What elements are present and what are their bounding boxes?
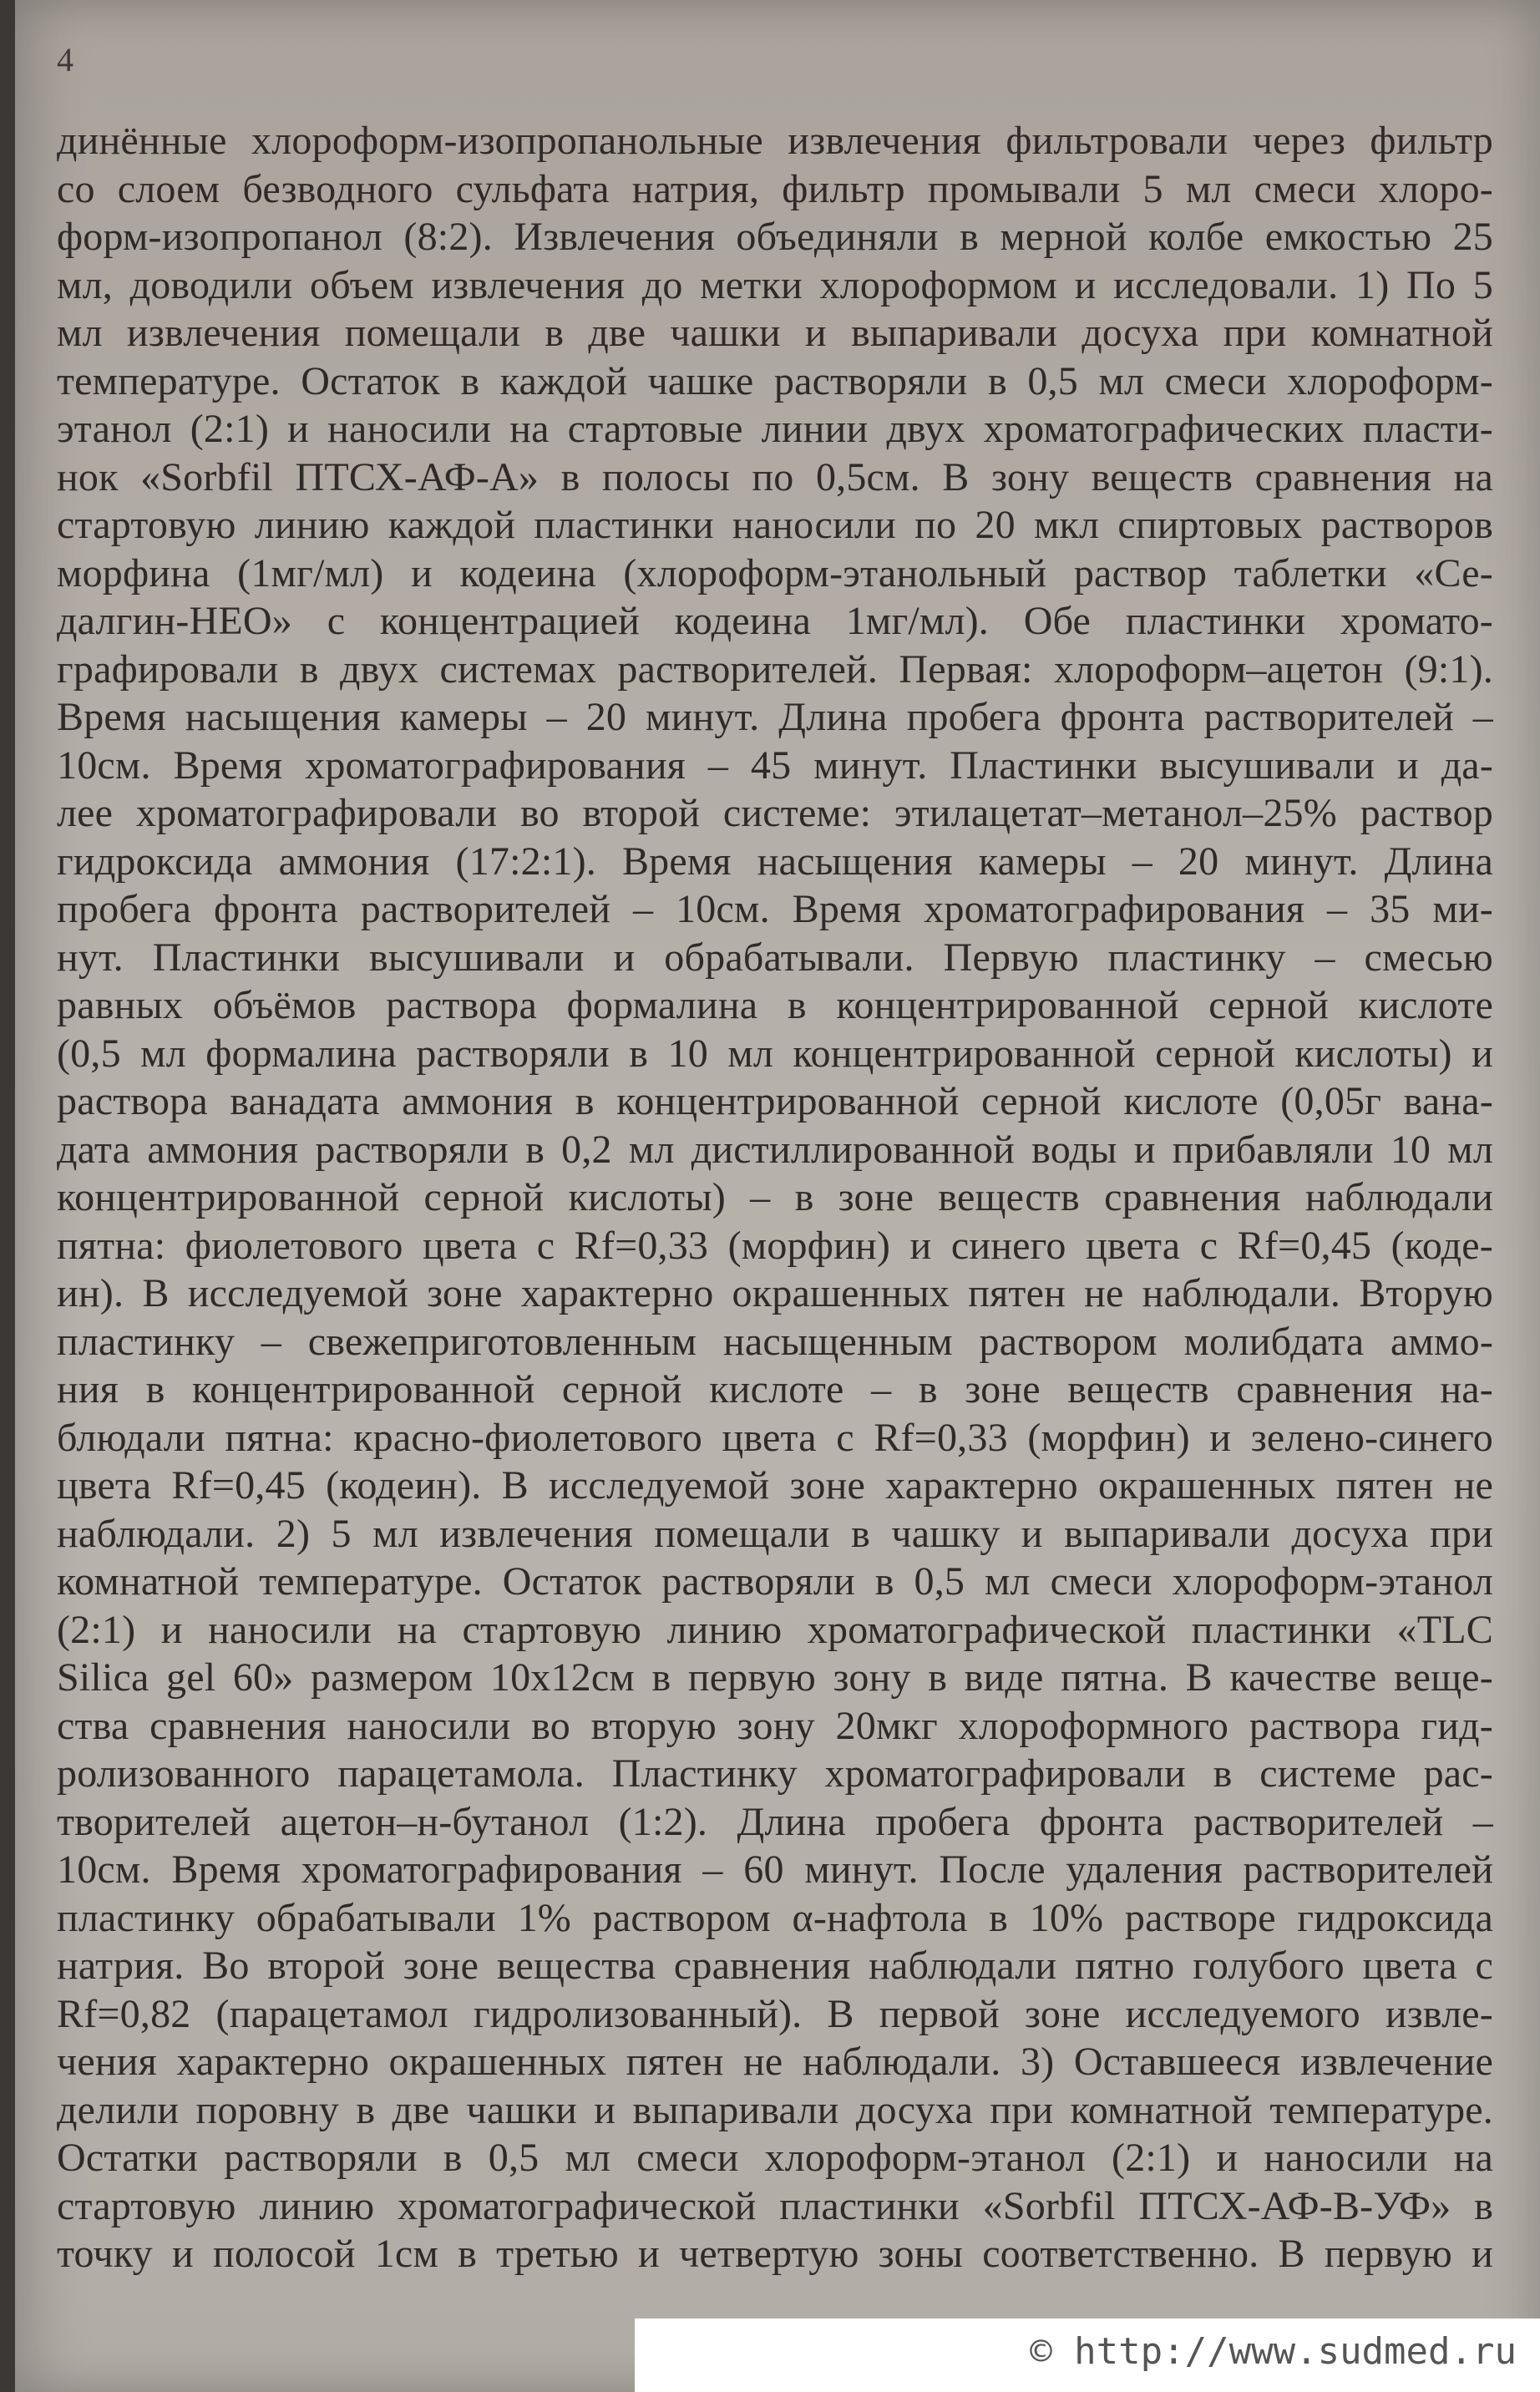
text-line: пластинку обрабатывали 1% раствором α-нафтола в 10% растворе гидроксида xyxy=(57,1895,1493,1940)
text-line: графировали в двух системах растворителей. Первая: хлороформ–ацетон (9:1). xyxy=(57,646,1493,692)
text-line: мл извлечения помещали в две чашки и выпаривали досуха при комнатной xyxy=(57,311,1493,355)
text-line: Rf=0,82 (парацетамол гидролизованный). В первой зоне исследуемого извле- xyxy=(57,1991,1493,2036)
text-line: комнатной температуре. Остаток растворяли в 0,5 мл смеси хлороформ-этанол xyxy=(57,1559,1493,1604)
text-line: 10см. Время хроматографирования – 45 минут. Пластинки высушивали и да- xyxy=(57,742,1493,788)
text-line: концентрированной серной кислоты) – в зоне веществ сравнения наблюдали xyxy=(57,1175,1493,1219)
text-line: (2:1) и наносили на стартовую линию хроматографической пластинки «TLC xyxy=(57,1607,1493,1652)
text-line: форм-изопропанол (8:2). Извлечения объединяли в мерной колбе емкостью 25 xyxy=(57,215,1493,259)
body-text xyxy=(57,117,1493,2278)
text-line: температуре. Остаток в каждой чашке растворяли в 0,5 мл смеси хлороформ- xyxy=(57,358,1493,403)
text-line: ин). В исследуемой зоне характерно окрашенных пятен не наблюдали. Вторую xyxy=(57,1271,1493,1315)
text-line: равных объёмов раствора формалина в концентрированной серной кислоте xyxy=(57,983,1493,1027)
text-line: ства сравнения наносили во вторую зону 20мкг хлороформного раствора гид- xyxy=(57,1703,1493,1748)
text-line: наблюдали. 2) 5 мл извлечения помещали в чашку и выпаривали досуха при xyxy=(57,1511,1493,1556)
text-line: со слоем безводного сульфата натрия, фильтр промывали 5 мл смеси хлоро- xyxy=(57,166,1493,211)
text-line: делили поровну в две чашки и выпаривали досуха при комнатной температуре. xyxy=(57,2087,1493,2132)
text-line: гидроксида аммония (17:2:1). Время насыщения камеры – 20 минут. Длина xyxy=(57,839,1493,884)
text-line: нок «Sorbfil ПТСХ-АФ-А» в полосы по 0,5см. В зону веществ сравнения на xyxy=(57,454,1493,499)
watermark-url: © http://www.sudmed.ru xyxy=(1030,2330,1517,2373)
text-line: динённые хлороформ-изопропанольные извлечения фильтровали через фильтр xyxy=(57,119,1493,163)
page-number: 4 xyxy=(57,41,73,79)
text-line: этанол (2:1) и наносили на стартовые линии двух хроматографических пласти- xyxy=(57,407,1493,451)
text-line: ния в концентрированной серной кислоте – в зоне веществ сравнения на- xyxy=(57,1367,1493,1411)
text-line: раствора ванадата аммония в концентрированной серной кислоте (0,05г вана- xyxy=(57,1079,1493,1123)
text-line: далгин-НЕО» с концентрацией кодеина 1мг/мл). Обе пластинки хромато- xyxy=(57,599,1493,643)
text-line: нут. Пластинки высушивали и обрабатывали. Первую пластинку – смесью xyxy=(57,935,1493,980)
text-line: 10см. Время хроматографирования – 60 минут. После удаления растворителей xyxy=(57,1847,1493,1892)
text-line: творителей ацетон–н-бутанол (1:2). Длина пробега фронта растворителей – xyxy=(57,1799,1493,1844)
text-line: ролизованного парацетамола. Пластинку хроматографировали в системе рас- xyxy=(57,1751,1493,1796)
text-line: цвета Rf=0,45 (кодеин). В исследуемой зоне характерно окрашенных пятен не xyxy=(57,1463,1493,1508)
text-line: морфина (1мг/мл) и кодеина (хлороформ-этанольный раствор таблетки «Се- xyxy=(57,550,1493,595)
text-line: натрия. Во второй зоне вещества сравнения наблюдали пятно голубого цвета с xyxy=(57,1944,1493,1988)
text-line: дата аммония растворяли в 0,2 мл дистиллированной воды и прибавляли 10 мл xyxy=(57,1127,1493,1172)
text-line: чения характерно окрашенных пятен не наблюдали. 3) Оставшееся извлечение xyxy=(57,2040,1493,2084)
text-line: пробега фронта растворителей – 10см. Время хроматографирования – 35 ми- xyxy=(57,887,1493,931)
text-line: мл, доводили объем извлечения до метки хлороформом и исследовали. 1) По 5 xyxy=(57,262,1493,307)
text-line: стартовую линию хроматографической пластинки «Sorbfil ПТСХ-АФ-В-УФ» в xyxy=(57,2183,1493,2228)
text-line: лее хроматографировали во второй системе: этилацетат–метанол–25% раствор xyxy=(57,791,1493,835)
text-line: Время насыщения камеры – 20 минут. Длина пробега фронта растворителей – xyxy=(57,695,1493,739)
text-line: пластинку – свежеприготовленным насыщенным раствором молибдата аммо- xyxy=(57,1319,1493,1364)
text-line: (0,5 мл формалина растворяли в 10 мл концентрированной серной кислоты) и xyxy=(57,1031,1493,1076)
text-line: точку и полосой 1см в третью и четвертую зоны соответственно. В первую и xyxy=(57,2232,1493,2276)
text-line: Silica gel 60» размером 10х12см в первую зону в виде пятна. В качестве веще- xyxy=(57,1655,1493,1700)
text-line: блюдали пятна: красно-фиолетового цвета с Rf=0,33 (морфин) и зелено-синего xyxy=(57,1415,1493,1460)
text-line: Остатки растворяли в 0,5 мл смеси хлороформ-этанол (2:1) и наносили на xyxy=(57,2136,1493,2180)
text-line: стартовую линию каждой пластинки наносили по 20 мкл спиртовых растворов xyxy=(57,503,1493,547)
text-line: пятна: фиолетового цвета с Rf=0,33 (морфин) и синего цвета с Rf=0,45 (коде- xyxy=(57,1223,1493,1268)
document-page xyxy=(15,0,1540,2392)
